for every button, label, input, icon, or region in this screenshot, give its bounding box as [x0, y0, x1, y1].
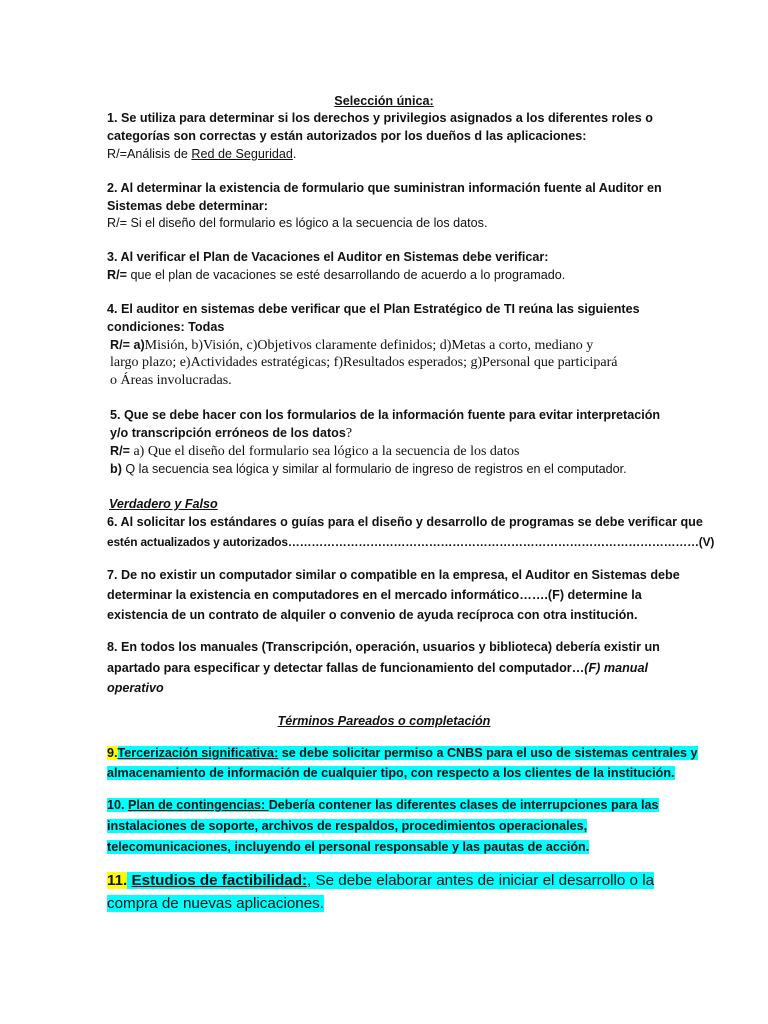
question-9-term: Tercerización significativa: [117, 746, 279, 760]
answer-4-text-1: Misión, b)Visión, c)Objetivos claramente definidos; d)Metas a corto, mediano y [144, 338, 594, 353]
question-7-line-3: existencia de un contrato de alquiler o convenio de ayuda recíproca con otra institución. [107, 608, 638, 622]
question-3-line-1: 3. Al verificar el Plan de Vacaciones el Auditor en Sistemas debe verificar: [107, 250, 549, 264]
answer-4-prefix: R/= a) [110, 338, 145, 352]
question-7-line-1: 7. De no existir un computador similar o compatible en la empresa, el Auditor en Sistemas debe [107, 568, 680, 582]
question-4-answer-line-2: largo plazo; e)Actividades estratégicas; f)Resultados esperados; g)Personal que participará [110, 355, 618, 370]
question-5-line-2 [110, 424, 352, 443]
question-8-line-2 [107, 659, 648, 677]
question-11-line-2 [107, 893, 324, 915]
question-5-line-1: 5. Que se debe hacer con los formularios de la información fuente para evitar interpretación [110, 408, 661, 422]
question-10-line-3-text: telecomunicaciones, incluyendo el personal responsable y las pautas de acción. [107, 840, 590, 854]
question-2-line-1: 2. Al determinar la existencia de formulario que suministran información fuente al Auditor en [107, 181, 662, 195]
question-6-answer-mark: V) [702, 535, 715, 549]
question-2-line-2: Sistemas debe determinar: [107, 199, 268, 213]
question-8-line-3: operativo [107, 681, 164, 695]
answer-5-b-text: Q la secuencia sea lógica y similar al formulario de ingreso de registros en el computador. [121, 462, 627, 476]
answer-3-text: que el plan de vacaciones se esté desarrollando de acuerdo a lo programado. [126, 268, 566, 282]
question-9-line-1 [107, 744, 698, 762]
question-8-answer-mark: (F) manual [584, 661, 648, 675]
question-10-line-2-text: instalaciones de soporte, archivos de respaldos, procedimientos operacionales, [107, 819, 588, 833]
question-9-number: 9. [107, 746, 118, 760]
section-title-verdadero-falso: Verdadero y Falso [109, 497, 218, 511]
question-6-line-2-text: estén actualizados y autorizados……………………………………………………………………………………………( [107, 535, 703, 549]
question-8-line-2-text: apartado para especificar y detectar fallas de funcionamiento del computador… [107, 661, 585, 675]
question-10-line-1-rest: Debería contener las diferentes clases de interrupciones para las [268, 798, 659, 812]
question-11-number: 11. [107, 872, 128, 889]
section-title-terminos-pareados: Términos Pareados o completación [277, 714, 491, 728]
question-11-line-2-text: compra de nuevas aplicaciones. [107, 895, 324, 912]
question-10-line-3 [107, 838, 589, 856]
answer-5-prefix: R/= [110, 444, 130, 458]
question-11-line-1-rest: , Se debe elaborar antes de iniciar el desarrollo o la [307, 872, 655, 889]
question-4-line-2: condiciones: Todas [107, 320, 225, 334]
question-9-line-2 [107, 764, 675, 782]
answer-1-suffix: . [292, 147, 297, 161]
question-10-line-1-highlight [107, 798, 659, 812]
question-11-line-1-highlight [127, 872, 654, 889]
question-5-question-mark: ? [345, 426, 353, 441]
question-4-answer-line-1 [110, 336, 593, 355]
question-1-answer [107, 145, 296, 163]
question-1-line-1: 1. Se utiliza para determinar si los derechos y privilegios asignados a los diferentes roles o [107, 111, 653, 125]
answer-5-b-prefix: b) [110, 462, 122, 476]
question-9-line-1-highlight [118, 746, 698, 760]
question-1-line-2: categorías son correctas y están autorizados por los dueños d las aplicaciones: [107, 129, 587, 143]
question-5-line-2-text: y/o transcripción erróneos de los datos [110, 426, 346, 440]
question-11-term: Estudios de factibilidad: [131, 872, 308, 889]
question-4-answer-line-3: o Áreas involucradas. [110, 373, 232, 388]
question-4-line-1: 4. El auditor en sistemas debe verificar que el Plan Estratégico de TI reúna las siguientes [107, 302, 640, 316]
question-10-line-1 [107, 796, 659, 814]
question-7-line-2 [107, 586, 642, 604]
question-2-answer: R/= Si el diseño del formulario es lógico a la secuencia de los datos. [107, 216, 488, 230]
question-8-line-1: 8. En todos los manuales (Transcripción, operación, usuarios y biblioteca) debería existir un [107, 640, 660, 654]
question-10-term: Plan de contingencias: [128, 798, 269, 812]
question-7-answer-mark: F) determine la [552, 588, 642, 602]
question-5-answer-a [110, 442, 519, 461]
question-6-line-1: 6. Al solicitar los estándares o guías para el diseño y desarrollo de programas se debe verificar que [107, 515, 703, 529]
question-10-number: 10. [107, 798, 125, 812]
question-11-line-1 [107, 870, 654, 892]
answer-5-a-text: a) Que el diseño del formulario sea lógico a la secuencia de los datos [129, 444, 520, 459]
section-title-seleccion-unica: Selección única: [334, 94, 434, 108]
question-9-line-1-rest: se debe solicitar permiso a CNBS para el uso de sistemas centrales y [278, 746, 698, 760]
question-9-line-2-text: almacenamiento de información de cualquier tipo, con respecto a los clientes de la institución. [107, 766, 675, 780]
answer-1-underlined-term: Red de Seguridad [191, 147, 293, 161]
question-10-line-2 [107, 817, 587, 835]
question-7-line-2-text: determinar la existencia en computadores en el mercado informático…….( [107, 588, 553, 602]
question-5-answer-b [110, 460, 627, 478]
answer-1-prefix: R/=Análisis de [107, 147, 192, 161]
question-6-line-2 [107, 533, 714, 551]
question-3-answer [107, 266, 565, 284]
answer-3-prefix: R/= [107, 268, 127, 282]
